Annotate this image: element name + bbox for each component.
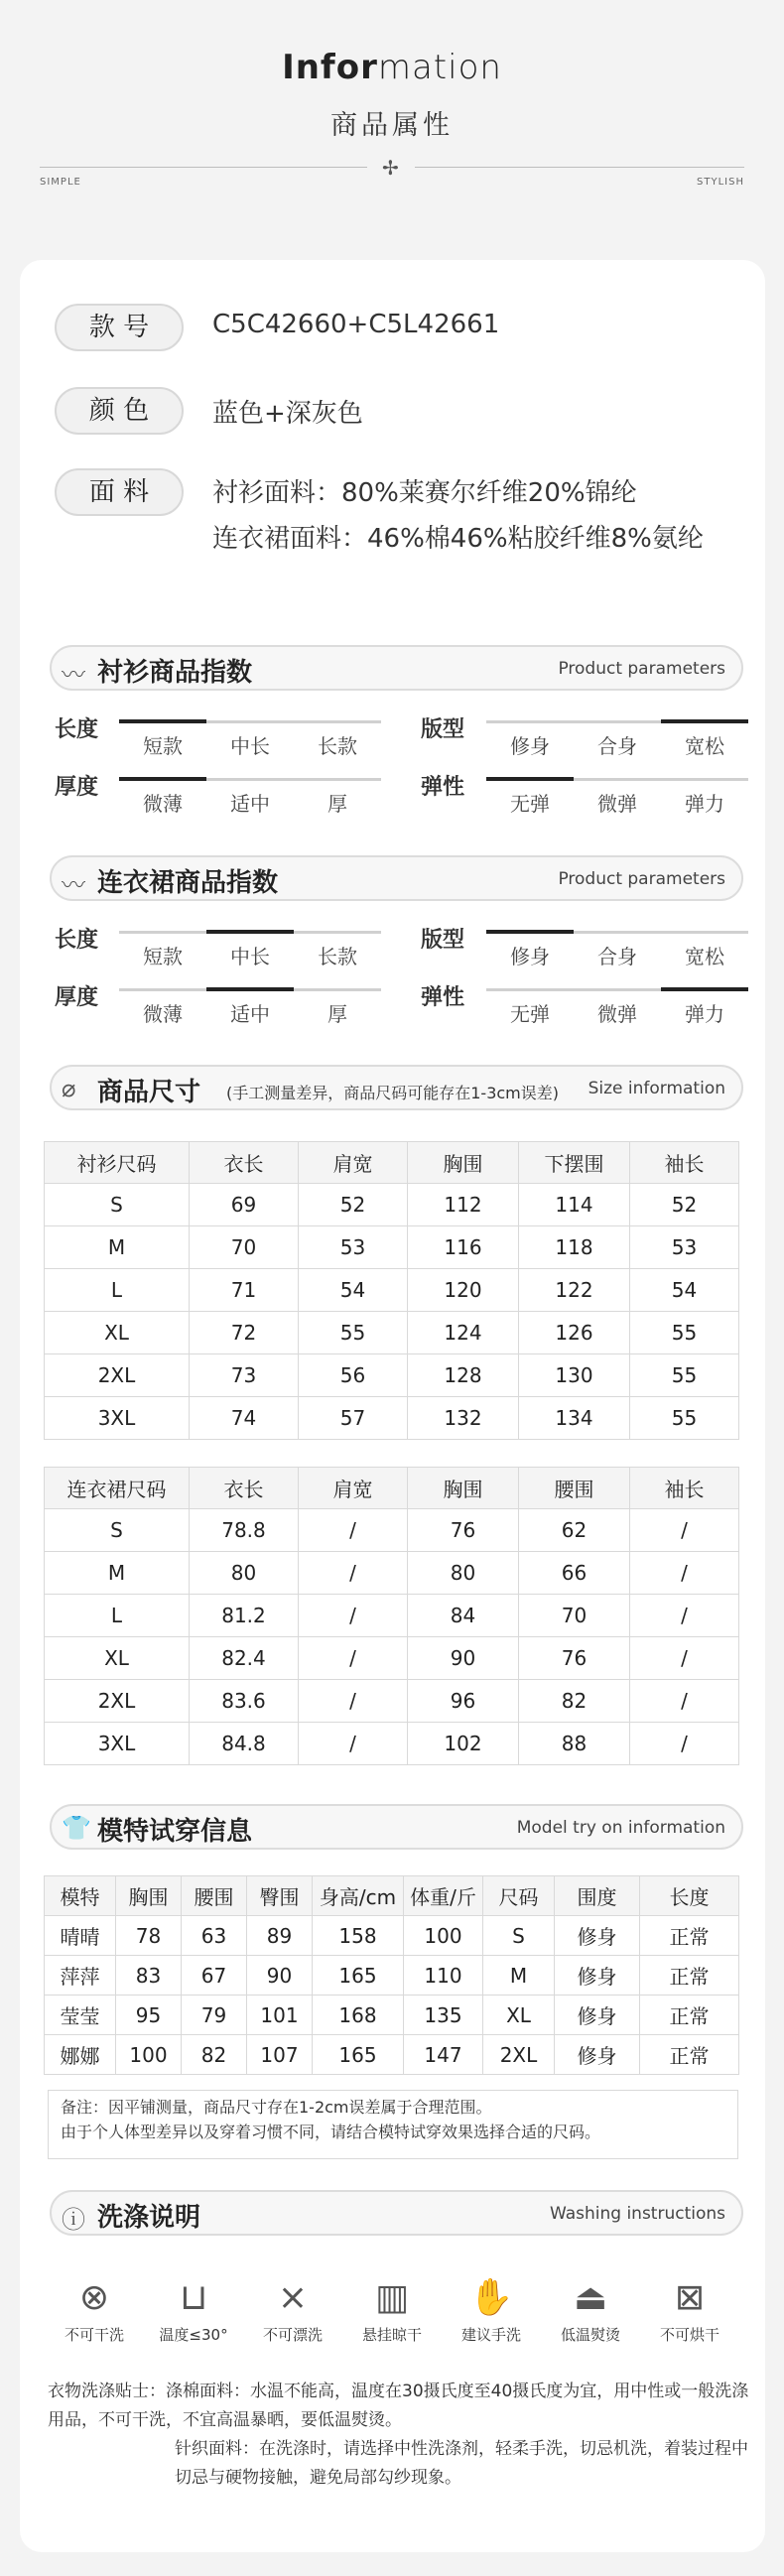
shirt-icon: 👕 — [62, 1814, 91, 1842]
table-cell: 110 — [404, 1956, 483, 1996]
table-cell: 82.4 — [190, 1637, 299, 1680]
table-cell: 73 — [190, 1354, 299, 1397]
shirt-index-header — [50, 645, 743, 691]
table-cell: / — [630, 1637, 739, 1680]
table-cell: / — [299, 1595, 408, 1637]
table-row — [45, 1509, 739, 1552]
wash-label: 悬挂晾干 — [361, 2326, 422, 2344]
column-header: 尺码 — [483, 1876, 555, 1916]
table-cell: 69 — [190, 1184, 299, 1226]
table-row — [45, 1269, 739, 1312]
table-cell: 116 — [408, 1226, 519, 1269]
shirt-index-title: 衬衫商品指数 — [97, 658, 253, 688]
table-cell: 147 — [404, 2035, 483, 2075]
table-cell: 78 — [116, 1916, 182, 1956]
column-header: 袖长 — [630, 1142, 739, 1184]
washing-en: Washing instructions — [549, 2204, 725, 2224]
table-cell: 128 — [408, 1354, 519, 1397]
simple-tag: SIMPLE — [40, 177, 81, 188]
no-bleach-icon: ⨯ — [277, 2277, 309, 2318]
table-cell: / — [630, 1723, 739, 1765]
table-cell: XL — [483, 1996, 555, 2035]
column-header: 胸围 — [408, 1142, 519, 1184]
table-cell: 88 — [519, 1723, 630, 1765]
table-cell: L — [45, 1595, 190, 1637]
table-header-row — [45, 1876, 739, 1916]
shirt-index-en: Product parameters — [558, 659, 725, 679]
scale-selected-bar — [486, 930, 574, 934]
table-cell: 120 — [408, 1269, 519, 1312]
table-cell: 80 — [408, 1552, 519, 1595]
table-cell: 63 — [182, 1916, 247, 1956]
dress-index-title: 连衣裙商品指数 — [97, 868, 279, 898]
page-title: Information — [282, 48, 502, 87]
scale-selected-bar — [661, 719, 748, 723]
table-cell: 正常 — [640, 1916, 739, 1956]
table-cell: 100 — [404, 1916, 483, 1956]
column-header: 肩宽 — [299, 1142, 408, 1184]
scale-option: 适中 — [230, 792, 270, 816]
table-cell: 52 — [299, 1184, 408, 1226]
stylish-tag: STYLISH — [697, 177, 744, 188]
left-index-scale — [119, 988, 381, 1028]
scale-option: 长款 — [318, 734, 357, 758]
table-cell: / — [299, 1552, 408, 1595]
table-cell: 55 — [630, 1397, 739, 1440]
scale-selected-bar — [119, 777, 206, 781]
note-line-2: 由于个人体型差异以及穿着习惯不同，请结合模特试穿效果选择合适的尺码。 — [61, 2123, 601, 2141]
model-en: Model try on information — [516, 1818, 725, 1838]
table-cell: 2XL — [483, 2035, 555, 2075]
model-title: 模特试穿信息 — [97, 1817, 253, 1847]
column-header: 围度 — [555, 1876, 640, 1916]
table-cell: 3XL — [45, 1397, 190, 1440]
scale-option: 修身 — [510, 945, 550, 968]
washing-header — [50, 2190, 743, 2236]
size-en: Size information — [588, 1079, 725, 1098]
column-header: 臀围 — [247, 1876, 313, 1916]
table-cell: S — [45, 1184, 190, 1226]
table-cell: 95 — [116, 1996, 182, 2035]
table-cell: 102 — [408, 1723, 519, 1765]
table-cell: 2XL — [45, 1354, 190, 1397]
table-cell: / — [630, 1552, 739, 1595]
wash-item — [342, 2274, 442, 2345]
table-cell: 娜娜 — [45, 2035, 116, 2075]
low-iron-icon: ⏏ — [573, 2277, 607, 2318]
column-header: 胸围 — [116, 1876, 182, 1916]
dress-index-en: Product parameters — [558, 869, 725, 889]
wash-item — [243, 2274, 342, 2345]
table-cell: 54 — [299, 1269, 408, 1312]
size-title: 商品尺寸 — [97, 1078, 201, 1107]
no-tumble-dry-icon: ⊠ — [674, 2277, 706, 2318]
table-cell: 正常 — [640, 1956, 739, 1996]
wash-label: 不可干洗 — [64, 2326, 124, 2344]
table-cell: 134 — [519, 1397, 630, 1440]
scale-option: 微薄 — [143, 792, 183, 816]
trend-icon: 〰 — [62, 661, 85, 689]
left-index-label: 长度 — [55, 717, 99, 742]
right-index-label: 弹性 — [421, 985, 465, 1010]
scale-option: 中长 — [230, 734, 270, 758]
right-index-label: 弹性 — [421, 775, 465, 800]
wash-item — [442, 2274, 541, 2345]
right-index-label: 版型 — [421, 928, 465, 953]
column-header: 长度 — [640, 1876, 739, 1916]
table-cell: 84.8 — [190, 1723, 299, 1765]
table-header-row — [45, 1468, 739, 1509]
table-cell: 53 — [299, 1226, 408, 1269]
scale-option: 长款 — [318, 945, 357, 968]
table-cell: M — [45, 1552, 190, 1595]
scale-option: 短款 — [143, 734, 183, 758]
table-cell: 55 — [299, 1312, 408, 1354]
table-cell: 67 — [182, 1956, 247, 1996]
right-index-label: 版型 — [421, 717, 465, 742]
scale-selected-bar — [486, 777, 574, 781]
table-row — [45, 1354, 739, 1397]
table-cell: 107 — [247, 2035, 313, 2075]
column-header: 连衣裙尺码 — [45, 1468, 190, 1509]
scale-option: 中长 — [230, 945, 270, 968]
table-cell: 165 — [313, 2035, 404, 2075]
table-cell: 晴晴 — [45, 1916, 116, 1956]
wash-item — [640, 2274, 739, 2345]
left-index-scale — [119, 778, 381, 818]
left-index-label: 厚度 — [55, 775, 99, 800]
table-row — [45, 1996, 739, 2035]
table-cell: 正常 — [640, 1996, 739, 2035]
left-index-scale — [119, 720, 381, 760]
scale-option: 宽松 — [685, 945, 724, 968]
column-header: 身高/cm — [313, 1876, 404, 1916]
table-cell: 90 — [247, 1956, 313, 1996]
table-row — [45, 1956, 739, 1996]
table-cell: 114 — [519, 1184, 630, 1226]
dress-index-header — [50, 855, 743, 901]
style-number-label: 款 号 — [55, 304, 184, 351]
scale-option: 无弹 — [510, 792, 550, 816]
table-cell: S — [483, 1916, 555, 1956]
model-notes — [48, 2090, 738, 2159]
color-value: 蓝色+深灰色 — [212, 399, 363, 429]
care-tips — [48, 2378, 752, 2493]
table-row — [45, 1184, 739, 1226]
washing-title: 洗涤说明 — [97, 2203, 201, 2233]
table-cell: 53 — [630, 1226, 739, 1269]
table-row — [45, 1723, 739, 1765]
table-cell: 74 — [190, 1397, 299, 1440]
table-cell: 89 — [247, 1916, 313, 1956]
table-cell: 96 — [408, 1680, 519, 1723]
table-cell: 修身 — [555, 1916, 640, 1956]
left-index-label: 长度 — [55, 928, 99, 953]
wash-30-icon: ⊔ — [179, 2277, 208, 2318]
table-cell: 莹莹 — [45, 1996, 116, 2035]
table-row — [45, 1552, 739, 1595]
table-row — [45, 1226, 739, 1269]
table-cell: 100 — [116, 2035, 182, 2075]
ruler-icon: ⌀ — [62, 1075, 76, 1102]
table-row — [45, 1397, 739, 1440]
table-cell: 79 — [182, 1996, 247, 2035]
table-cell: 萍萍 — [45, 1956, 116, 1996]
scale-option: 合身 — [597, 734, 637, 758]
table-cell: 修身 — [555, 1996, 640, 2035]
table-cell: 57 — [299, 1397, 408, 1440]
scale-option: 弹力 — [685, 1002, 724, 1026]
scale-option: 微薄 — [143, 1002, 183, 1026]
table-cell: 165 — [313, 1956, 404, 1996]
table-cell: / — [299, 1637, 408, 1680]
color-label: 颜 色 — [55, 387, 184, 435]
page-header — [0, 0, 784, 238]
care-line-1: 衣物洗涤贴士：涤棉面料：水温不能高，温度在30摄氏度至40摄氏度为宜，用中性或一般洗涤用品，不可干洗，不宜高温暴晒，要低温熨烫。 — [48, 2382, 749, 2430]
no-dry-clean-icon: ⊗ — [78, 2277, 110, 2318]
table-cell: 168 — [313, 1996, 404, 2035]
table-cell: 83.6 — [190, 1680, 299, 1723]
model-header — [50, 1804, 743, 1850]
table-row — [45, 1916, 739, 1956]
table-cell: XL — [45, 1637, 190, 1680]
wash-label: 低温熨烫 — [560, 2326, 620, 2344]
scale-option: 宽松 — [685, 734, 724, 758]
table-cell: 122 — [519, 1269, 630, 1312]
table-cell: 135 — [404, 1996, 483, 2035]
table-cell: 158 — [313, 1916, 404, 1956]
column-header: 胸围 — [408, 1468, 519, 1509]
info-icon: ⓘ — [62, 2206, 85, 2234]
table-cell: 72 — [190, 1312, 299, 1354]
table-cell: 3XL — [45, 1723, 190, 1765]
column-header: 肩宽 — [299, 1468, 408, 1509]
table-cell: 124 — [408, 1312, 519, 1354]
column-header: 模特 — [45, 1876, 116, 1916]
table-cell: 修身 — [555, 1956, 640, 1996]
table-cell: 90 — [408, 1637, 519, 1680]
wash-item — [541, 2274, 640, 2345]
table-cell: 56 — [299, 1354, 408, 1397]
table-cell: / — [299, 1680, 408, 1723]
column-header: 腰围 — [182, 1876, 247, 1916]
table-cell: 正常 — [640, 2035, 739, 2075]
divider-right — [415, 167, 744, 168]
table-cell: 54 — [630, 1269, 739, 1312]
table-cell: M — [483, 1956, 555, 1996]
table-cell: L — [45, 1269, 190, 1312]
table-row — [45, 1312, 739, 1354]
wash-label: 温度≤30° — [159, 2326, 228, 2344]
fabric-label: 面 料 — [55, 468, 184, 516]
scale-selected-bar — [206, 930, 294, 934]
table-cell: 84 — [408, 1595, 519, 1637]
table-cell: S — [45, 1509, 190, 1552]
hang-dry-icon: ▥ — [374, 2277, 409, 2318]
table-cell: / — [630, 1595, 739, 1637]
scale-option: 适中 — [230, 1002, 270, 1026]
left-index-label: 厚度 — [55, 985, 99, 1010]
table-cell: 2XL — [45, 1680, 190, 1723]
right-index-scale — [486, 778, 748, 818]
table-cell: 132 — [408, 1397, 519, 1440]
scale-option: 修身 — [510, 734, 550, 758]
table-cell: 66 — [519, 1552, 630, 1595]
table-cell: / — [630, 1509, 739, 1552]
scale-option: 弹力 — [685, 792, 724, 816]
table-cell: 76 — [408, 1509, 519, 1552]
scale-selected-bar — [206, 987, 294, 991]
table-cell: 118 — [519, 1226, 630, 1269]
page-subtitle: 商品属性 — [330, 110, 454, 141]
right-index-scale — [486, 720, 748, 760]
shirt-size-table — [44, 1141, 739, 1440]
table-cell: 112 — [408, 1184, 519, 1226]
table-cell: / — [630, 1680, 739, 1723]
table-cell: 修身 — [555, 2035, 640, 2075]
column-header: 衣长 — [190, 1468, 299, 1509]
column-header: 衣长 — [190, 1142, 299, 1184]
table-row — [45, 1595, 739, 1637]
wash-label: 不可漂洗 — [262, 2326, 323, 2344]
right-index-scale — [486, 931, 748, 970]
table-row — [45, 1637, 739, 1680]
column-header: 腰围 — [519, 1468, 630, 1509]
star-icon: ✢ — [382, 156, 399, 180]
table-cell: 52 — [630, 1184, 739, 1226]
table-cell: 70 — [519, 1595, 630, 1637]
column-header: 袖长 — [630, 1468, 739, 1509]
care-line-2: 针织面料：在洗涤时，请选择中性洗涤剂，轻柔手洗，切忌机洗，着装过程中切忌与硬物接触，避免局部勾纱现象。 — [175, 2439, 748, 2488]
left-index-scale — [119, 931, 381, 970]
note-line-1: 备注：因平铺测量，商品尺寸存在1-2cm误差属于合理范围。 — [61, 2098, 492, 2117]
table-cell: XL — [45, 1312, 190, 1354]
wash-label: 建议手洗 — [460, 2326, 521, 2344]
scale-option: 合身 — [597, 945, 637, 968]
scale-option: 无弹 — [510, 1002, 550, 1026]
hand-wash-icon: ✋ — [468, 2277, 514, 2318]
table-cell: 62 — [519, 1509, 630, 1552]
column-header: 体重/斤 — [404, 1876, 483, 1916]
table-cell: 55 — [630, 1354, 739, 1397]
table-header-row — [45, 1142, 739, 1184]
scale-option: 厚 — [327, 1002, 347, 1026]
table-cell: 83 — [116, 1956, 182, 1996]
table-cell: 126 — [519, 1312, 630, 1354]
column-header: 下摆围 — [519, 1142, 630, 1184]
wash-item — [45, 2274, 144, 2345]
style-number-value: C5C42660+C5L42661 — [212, 310, 500, 339]
scale-option: 微弹 — [597, 792, 637, 816]
table-cell: 55 — [630, 1312, 739, 1354]
table-cell: M — [45, 1226, 190, 1269]
table-cell: 76 — [519, 1637, 630, 1680]
table-cell: 80 — [190, 1552, 299, 1595]
right-index-scale — [486, 988, 748, 1028]
scale-selected-bar — [661, 987, 748, 991]
table-cell: / — [299, 1509, 408, 1552]
model-table — [44, 1875, 739, 2075]
table-cell: 78.8 — [190, 1509, 299, 1552]
table-cell: 70 — [190, 1226, 299, 1269]
table-cell: 101 — [247, 1996, 313, 2035]
table-cell: 130 — [519, 1354, 630, 1397]
table-cell: 71 — [190, 1269, 299, 1312]
table-row — [45, 1680, 739, 1723]
scale-option: 微弹 — [597, 1002, 637, 1026]
table-cell: 81.2 — [190, 1595, 299, 1637]
column-header: 衬衫尺码 — [45, 1142, 190, 1184]
table-row — [45, 2035, 739, 2075]
wash-label: 不可烘干 — [659, 2326, 719, 2344]
shirt-fabric-value: 衬衫面料：80%莱赛尔纤维20%锦纶 — [212, 478, 637, 508]
divider-left — [40, 167, 367, 168]
size-note: (手工测量差异，商品尺码可能存在1-3cm误差) — [226, 1084, 560, 1102]
size-header — [50, 1065, 743, 1110]
dress-fabric-value: 连衣裙面料：46%棉46%粘胶纤维8%氨纶 — [212, 524, 704, 554]
dress-size-table — [44, 1467, 739, 1765]
scale-option: 短款 — [143, 945, 183, 968]
wash-item — [144, 2274, 243, 2345]
table-cell: 82 — [182, 2035, 247, 2075]
table-cell: / — [299, 1723, 408, 1765]
trend-icon: 〰 — [62, 871, 85, 899]
scale-option: 厚 — [327, 792, 347, 816]
scale-selected-bar — [119, 719, 206, 723]
table-cell: 82 — [519, 1680, 630, 1723]
